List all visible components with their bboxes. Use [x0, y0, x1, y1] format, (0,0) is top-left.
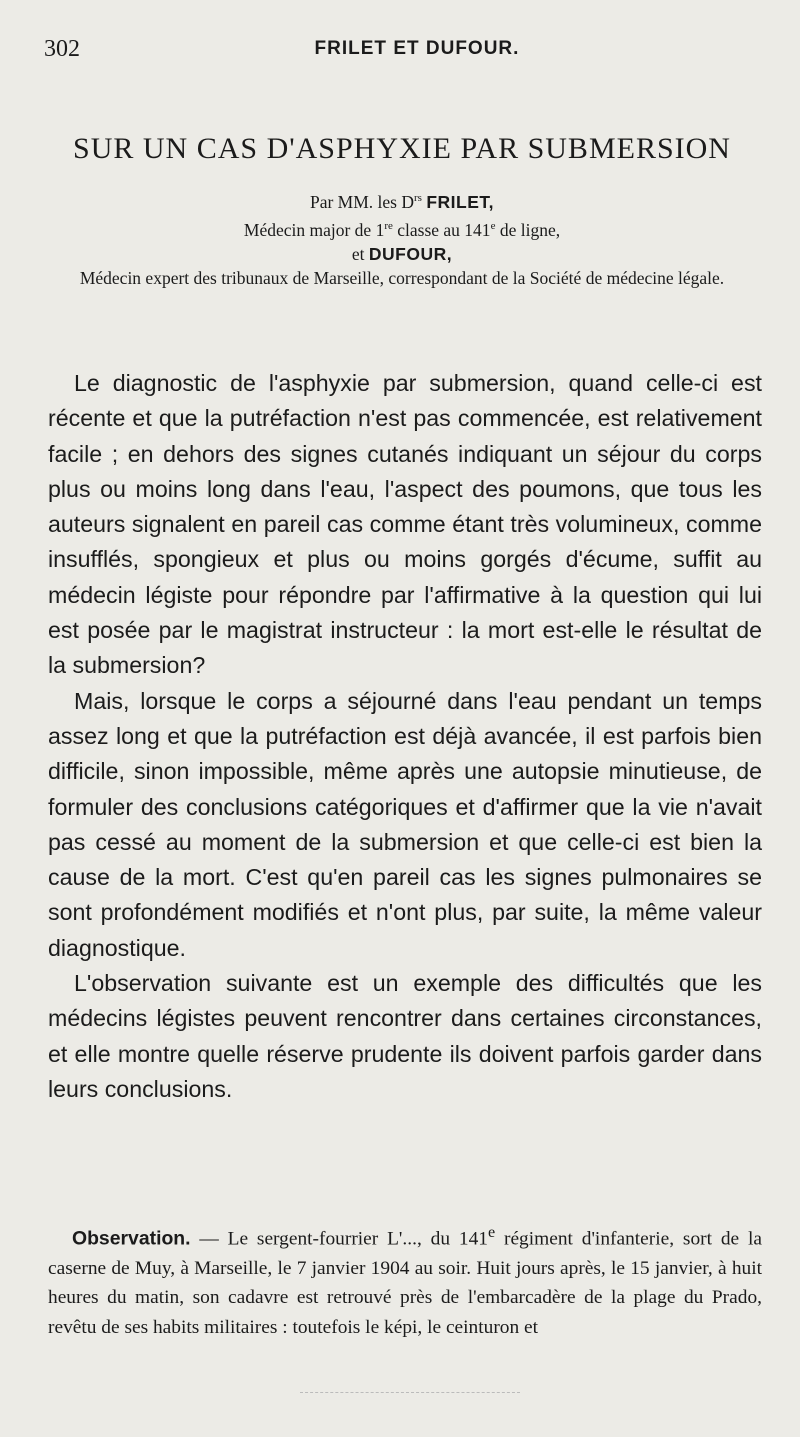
page-header [44, 36, 760, 68]
observation-text-b: régiment d'infanterie, sort de la caserne de Muy, à Marseille, le 7 janvier 1904 au soir. Huit jours après, le 15 janvier, à huit heures du matin, son cadavre est retrouvé près de l'embarcadère de la plage du Prado, revêtu de ses habits militaires : toutefois le képi, le ceinturon et [48, 1228, 762, 1338]
byline-prefix: Par MM. les D [309, 191, 415, 212]
paragraph-2: Mais, lorsque le corps a séjourné dans l'eau pendant un temps assez long et que la putréfaction est déjà avancée, il est parfois bien difficile, sinon impossible, même après une autopsie minutieuse, de formuler des conclusions catégoriques et d'affirmer que la vie n'avait pas cessé au moment de la submersion et que celle-ci est bien la cause de la mort. C'est qu'en pareil cas les signes pulmonaires se sont profondément modifiés et n'ont plus, par suite, la même valeur diagnostique. [48, 687, 762, 961]
author1-role [44, 214, 760, 242]
observation-lead: Observation. [72, 1227, 191, 1250]
author1-role-b: classe au 141 [392, 219, 491, 240]
author1-role-c: de ligne, [495, 219, 561, 240]
observation-paragraph [48, 1218, 762, 1342]
article-body [48, 366, 762, 1107]
byline-second-author-line [44, 242, 760, 266]
paragraph-1: Le diagnostic de l'asphyxie par submersion, quand celle-ci est récente et que la putréfaction n'est pas commencée, est relativement facile ; en dehors des signes cutanés indiquant un séjour du corps plus ou moins long dans l'eau, l'aspect des poumons, que tous les auteurs signalent en pareil cas comme étant très volumineux, comme insufflés, spongieux et plus ou moins gorgés d'écume, suffit au médecin légiste pour répondre par l'affirmative à la question qui lui est posée par le magistrat instructeur : la mort est-elle le résultat de la submersion? [48, 370, 762, 679]
observation-text-a: — Le sergent-fourrier L'..., du 141 [190, 1228, 488, 1250]
author1-role-sup2: e [490, 219, 496, 232]
byline [44, 186, 760, 290]
footer-rule [300, 1392, 520, 1393]
byline-and: et [351, 243, 369, 264]
article-title: SUR UN CAS D'ASPHYXIE PAR SUBMERSION [73, 132, 731, 165]
author1-role-a: Médecin major de 1 [243, 219, 385, 240]
author2-role: Médecin expert des tribunaux de Marseille, correspondant de la Société de médecine légale. [79, 267, 725, 288]
observation-section [48, 1218, 762, 1342]
author1-role-sup1: re [384, 219, 393, 232]
running-head: FRILET ET DUFOUR. [314, 38, 520, 59]
page-number: 302 [44, 36, 80, 62]
byline-authors-line [44, 186, 760, 214]
byline-doctors-sup: rs [414, 192, 422, 204]
author-frilet: FRILET, [426, 191, 495, 212]
observation-sup: e [487, 1224, 496, 1241]
paragraph-3: L'observation suivante est un exemple des difficultés que les médecins légistes peuvent rencontrer dans certaines circonstances, et elle montre quelle réserve prudente ils doivent parfois garder dans leurs conclusions. [48, 970, 762, 1102]
author-dufour: DUFOUR, [368, 243, 453, 264]
